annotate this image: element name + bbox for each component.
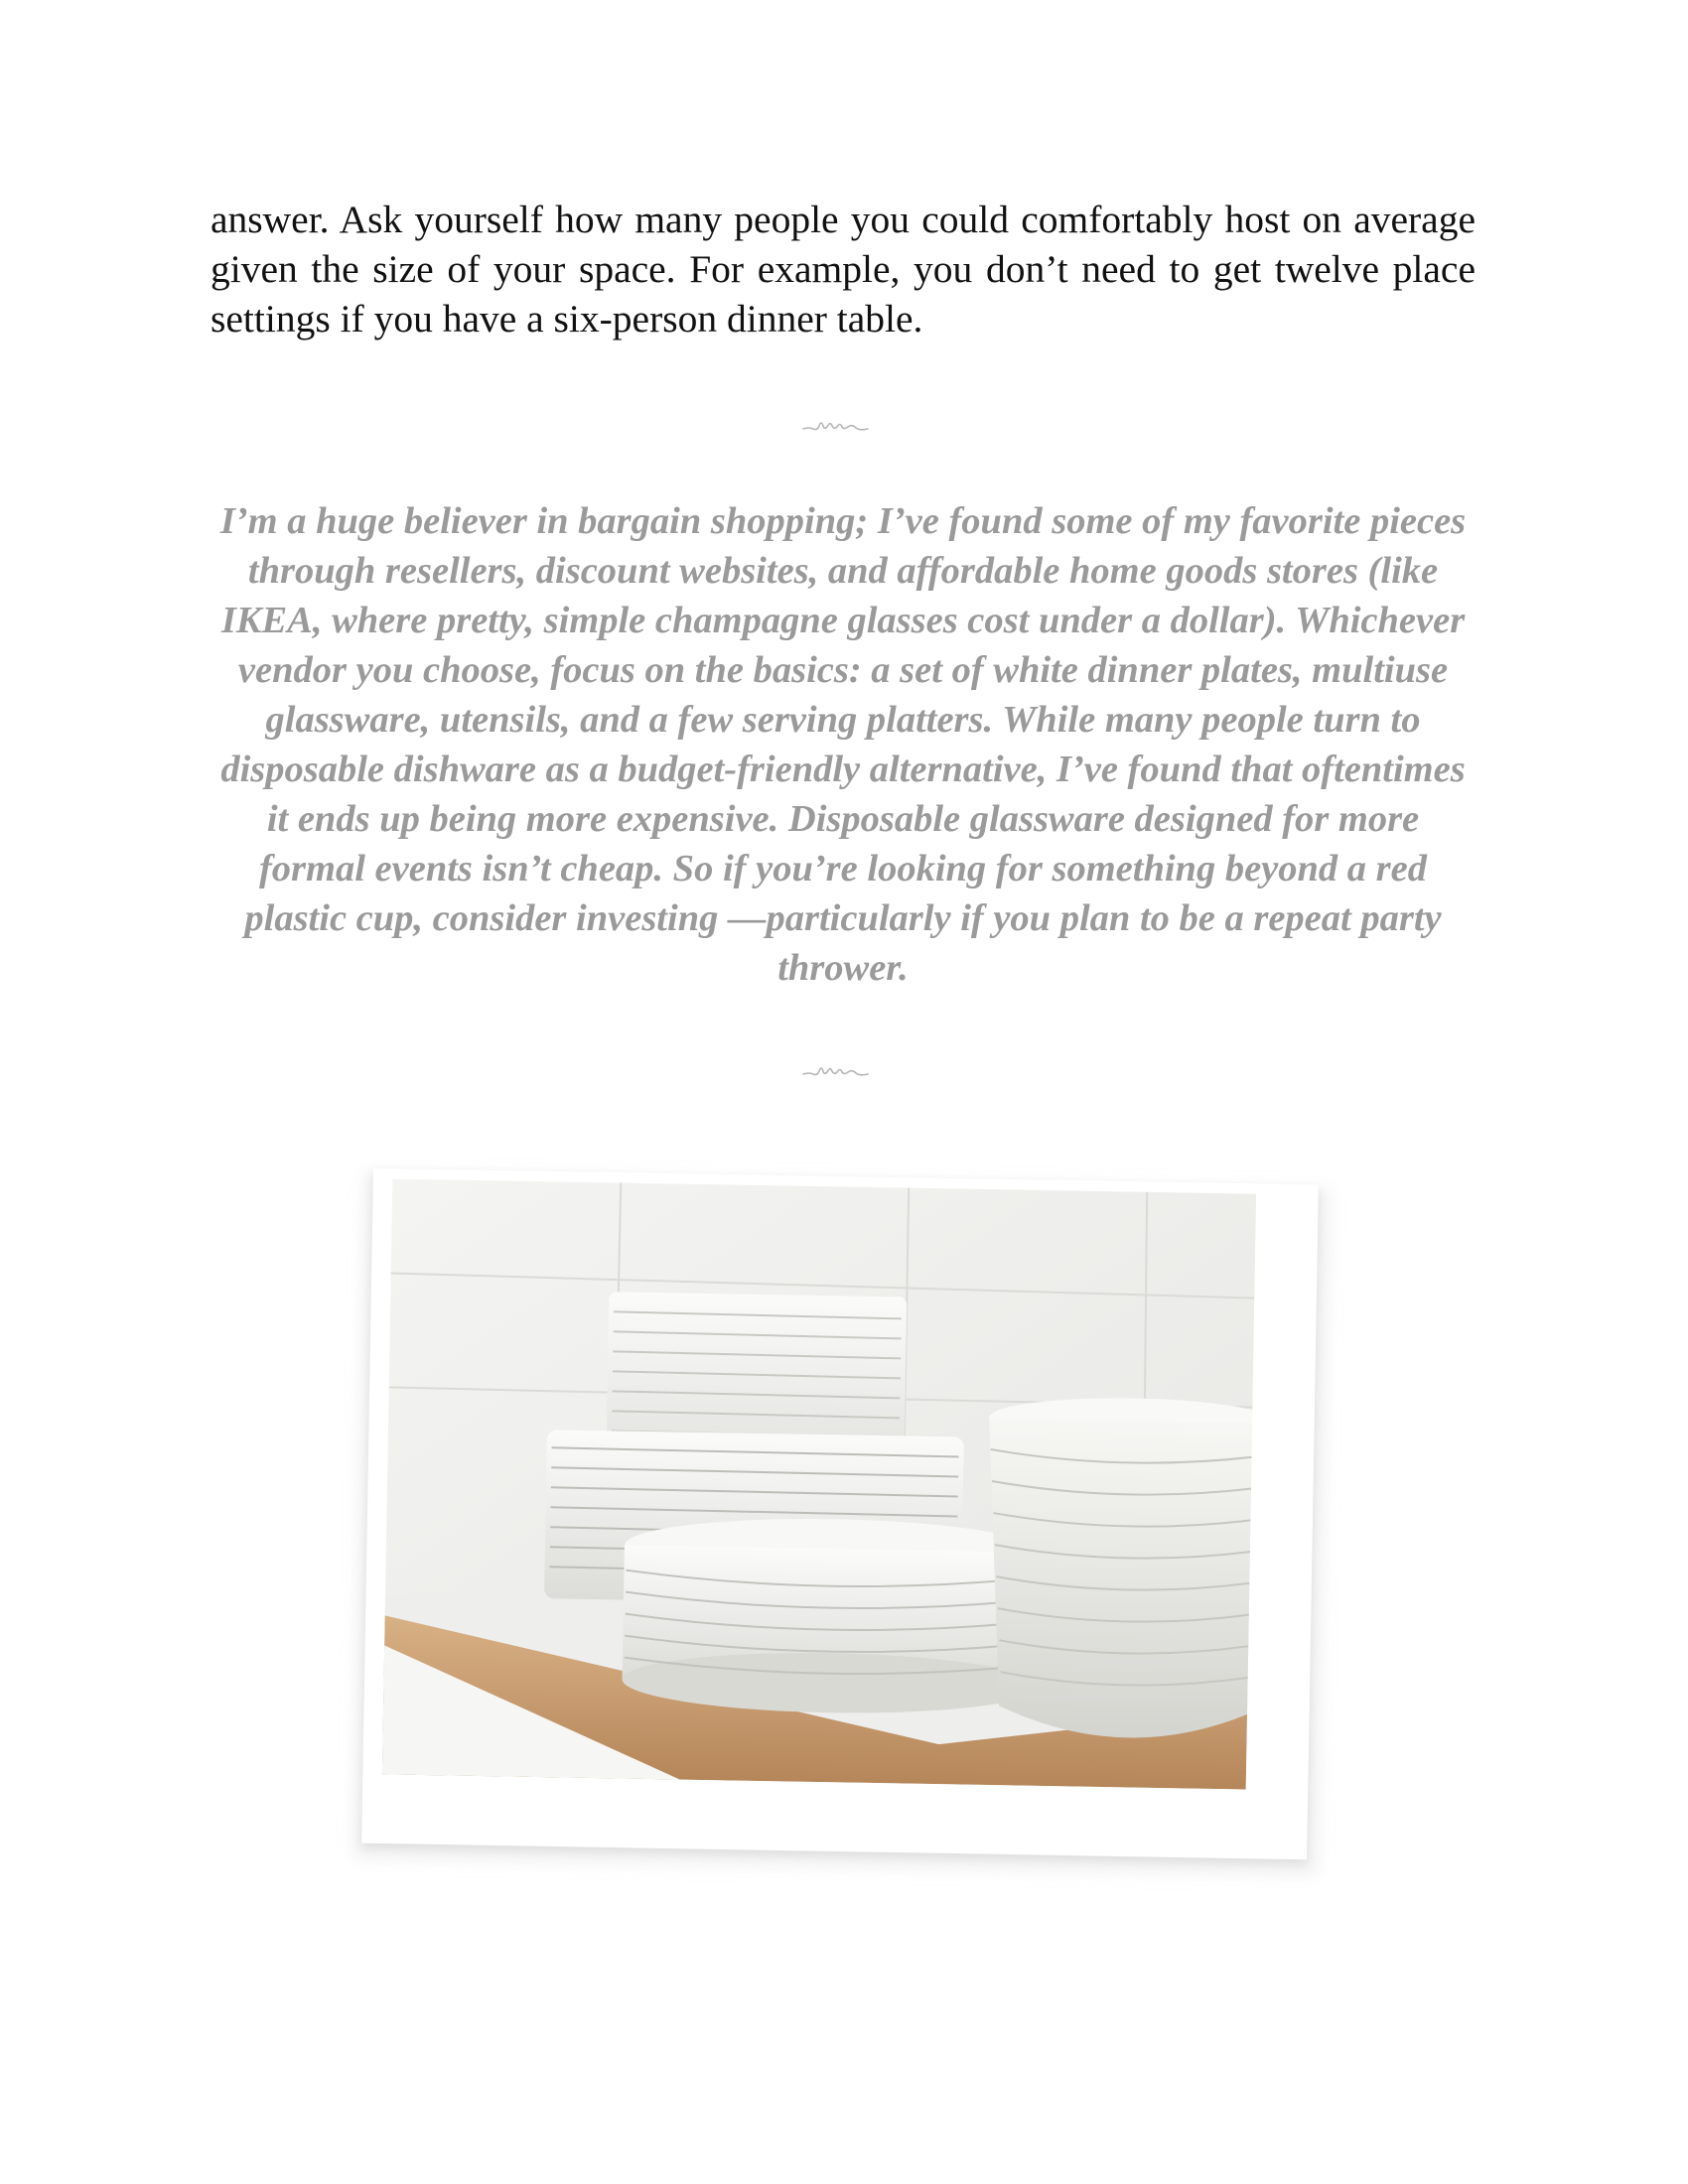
body-paragraph: answer. Ask yourself how many people you could comfortably host on average given the size of your space. For example, you don’t need to get twelve place settings if you have a six-person dinner table.	[211, 198, 1476, 341]
stacked-dishes-photo	[382, 1178, 1256, 1789]
flourish-divider-icon-2	[799, 1058, 879, 1082]
pull-quote: I’m a huge believer in bargain shopping; I’ve found some of my favorite pieces through resellers, discount websites, and affordable home goods stores (like IKEA, where pretty, simple champagne glasses cost under a dollar). Whichever vendor you choose, focus on the basics: a set of white dinner plates, multiuse glassware, utensils, and a few serving platters. While many people turn to disposable dishware as a budget-friendly alternative, I’ve found that oftentimes it ends up being more expensive. Disposable glassware designed for more formal events isn’t cheap. So if you’re looking for something beyond a red plastic cup, consider investing —particularly if you plan to be a repeat party thrower.	[219, 500, 1467, 989]
flourish-divider-icon	[799, 413, 879, 437]
